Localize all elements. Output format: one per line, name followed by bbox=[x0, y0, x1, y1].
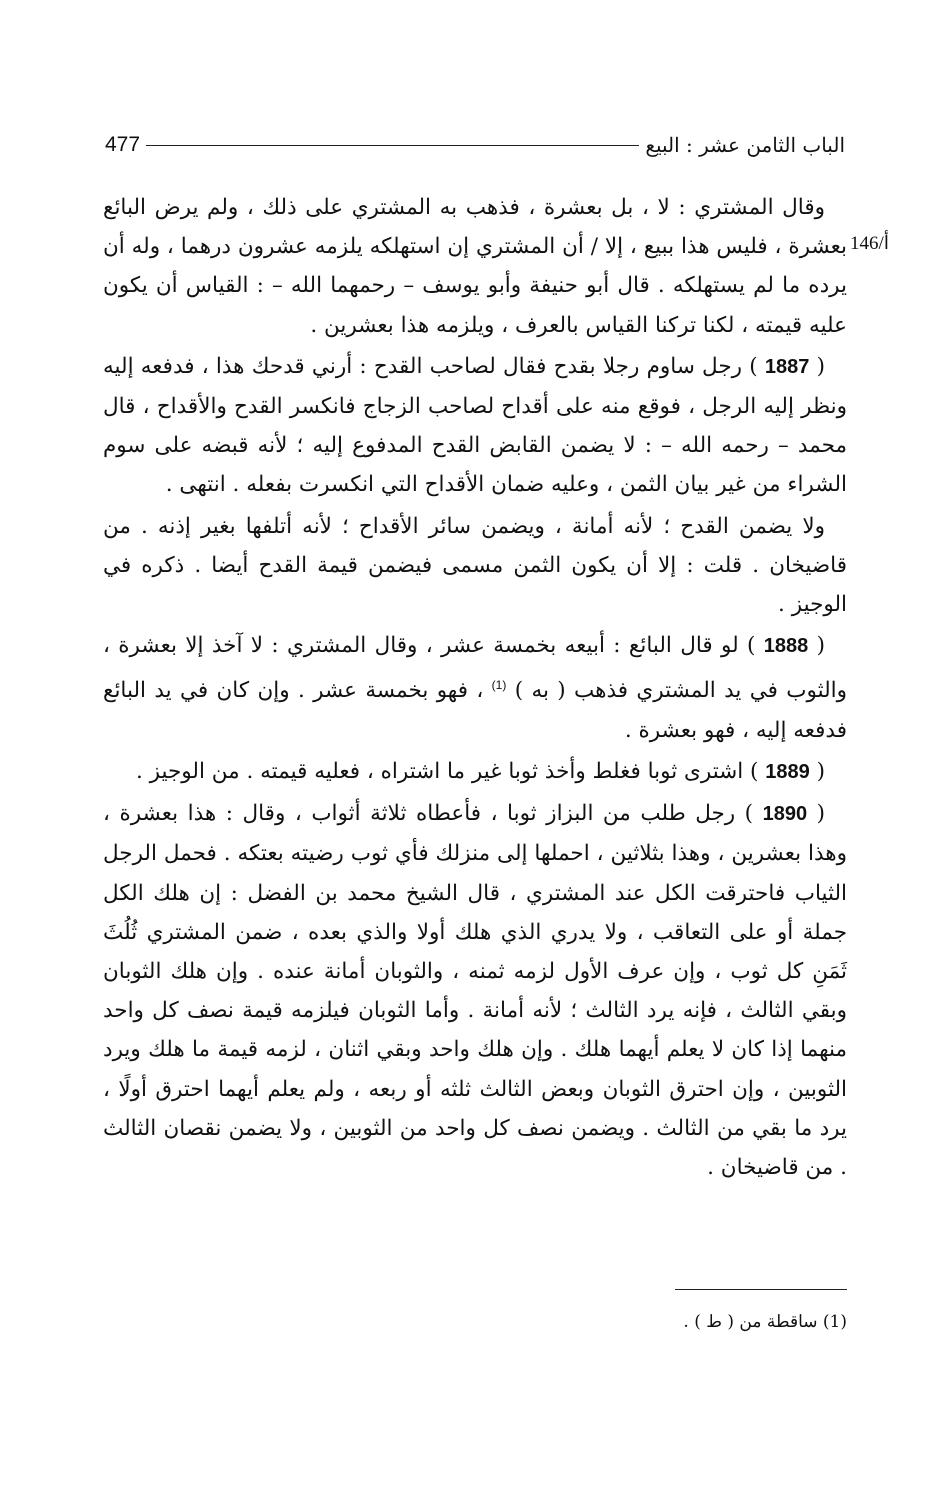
footnote-separator bbox=[675, 1289, 847, 1290]
paragraph-1888: ( 1888 ) لو قال البائع : أبيعه بخمسة عشر ، وقال المشتري : لا آخذ إلا بعشرة ، والثوب في يد المشتري فذهب ( به ) $^{(1)}$ ، فهو بخمسة عشر . وإن كان في يد البائع فدفعه إليه ، فهو بعشرة . bbox=[103, 633, 847, 743]
footnote-reference[interactable]: (1) bbox=[491, 678, 507, 693]
paragraph-text: لو قال البائع : أبيعه بخمسة عشر ، وقال المشتري : لا آخذ إلا بعشرة ، والثوب في يد المشتري فذهب ( به ) bbox=[103, 633, 847, 704]
main-text bbox=[103, 188, 847, 1189]
issue-number: 1887 bbox=[764, 355, 810, 378]
paragraph-text: ، فهو بخمسة عشر . وإن كان في يد البائع فدفعه إليه ، فهو بعشرة . bbox=[103, 678, 847, 743]
running-header bbox=[105, 128, 845, 162]
paragraph bbox=[103, 507, 847, 625]
header-rule bbox=[146, 145, 639, 146]
page-number: 477 bbox=[105, 133, 141, 156]
chapter-title: الباب الثامن عشر : البيع bbox=[645, 133, 845, 157]
footnote: (1) ساقطة من ( ط ) . bbox=[683, 1312, 847, 1332]
paragraph-1887: ( 1887 ) رجل ساوم رجلا بقدح فقال لصاحب القدح : أرني قدحك هذا ، فدفعه إليه ونظر إليه الرجل ، فوقع منه على أقداح لصاحب الزجاج فانكسر القدح والأقداح ، قال محمد – رحمه الله – : لا يضمن القابض القدح المدفوع إليه ؛ لأنه قبضه على سوم الشراء من غير بيان الثمن ، وعليه ضمان الأقداح التي انكسرت بفعله . انتهى . bbox=[103, 353, 847, 498]
paragraph-text: اشترى ثوبا فغلط وأخذ ثوبا غير ما اشتراه ، فعليه قيمته . من الوجيز . bbox=[136, 759, 744, 784]
paragraph bbox=[103, 188, 847, 345]
paragraph-text: وقال المشتري : لا ، بل بعشرة ، فذهب به المشتري على ذلك ، ولم يرض البائع بعشرة ، فليس هذا ببيع ، إلا / أن المشتري إن استهلكه يلزمه عشرون درهما ، وله أن يرده ما لم يستهلكه . قال أبو حنيفة وأبو يوسف – رحمهما الله – : القياس أن يكون عليه قيمته ، لكنا تركنا القياس بالعرف ، ويلزمه هذا بعشرين . bbox=[103, 195, 847, 338]
issue-number: 1888 bbox=[763, 635, 809, 658]
paragraph-1890: ( 1890 ) رجل طلب من البزاز ثوبا ، فأعطاه ثلاثة أثواب ، وقال : هذا بعشرة ، وهذا بعشرين ، وهذا بثلاثين ، احملها إلى منزلك فأي ثوب رضيته بعتكه . فحمل الرجل الثياب فاحترقت الكل عند المشتري ، قال الشيخ محمد بن الفضل : إن هلك الكل جملة أو على التعاقب ، ولا يدري الذي هلك أولا والذي بعده ، ضمن المشتري ثُلُثَ ثَمَنِ كل ثوب ، وإن عرف الأول لزمه ثمنه ، والثوبان أمانة عنده . وإن هلك الثوبان وبقي الثالث ، فإنه يرد الثالث ؛ لأنه أمانة . وأما الثوبان فيلزمه قيمة نصف كل واحد منهما إذا كان لا يعلم أيهما هلك . وإن هلك واحد وبقي اثنان ، لزمه قيمة ما هلك ويرد الثوبين ، وإن احترق الثوبان وبعض الثالث ثلثه أو ربعه ، ولم يعلم أيهما احترق أولًا ، يرد ما بقي من الثالث . ويضمن نصف كل واحد من الثوبين ، ولا يضمن نقصان الثالث . من قاضيخان . bbox=[103, 801, 847, 1181]
paragraph-text: ولا يضمن القدح ؛ لأنه أمانة ، ويضمن سائر الأقداح ؛ لأنه أتلفها بغير إذنه . من قاضيخان . قلت : إلا أن يكون الثمن مسمى فيضمن قيمة القدح أيضا . ذكره في الوجيز . bbox=[103, 513, 847, 618]
manuscript-folio-note: 146/أ bbox=[850, 233, 890, 254]
paragraph-text: رجل طلب من البزاز ثوبا ، فأعطاه ثلاثة أثواب ، وقال : هذا بعشرة ، وهذا بعشرين ، وهذا بثلاثين ، احملها إلى منزلك فأي ثوب رضيته بعتكه . فحمل الرجل الثياب فاحترقت الكل عند المشتري ، قال الشيخ محمد بن الفضل : إن هلك الكل جملة أو على التعاقب ، ولا يدري الذي هلك أولا والذي بعده ، ضمن المشتري ثُلُثَ ثَمَنِ كل ثوب ، وإن عرف الأول لزمه ثمنه ، والثوبان أمانة عنده . وإن هلك الثوبان وبقي الثالث ، فإنه يرد الثالث ؛ لأنه أمانة . وأما الثوبان فيلزمه قيمة نصف كل واحد منهما إذا كان لا يعلم أيهما هلك . وإن هلك واحد وبقي اثنان ، لزمه قيمة ما هلك ويرد الثوبين ، وإن احترق الثوبان وبعض الثالث ثلثه أو ربعه ، ولم يعلم أيهما احترق أولًا ، يرد ما بقي من الثالث . ويضمن نصف كل واحد من الثوبين ، ولا يضمن نقصان الثالث . من قاضيخان . bbox=[103, 801, 847, 1181]
issue-number: 1890 bbox=[762, 803, 808, 826]
paragraph-1889: ( 1889 ) اشترى ثوبا فغلط وأخذ ثوبا غير ما اشتراه ، فعليه قيمته . من الوجيز . bbox=[136, 759, 825, 784]
issue-number: 1889 bbox=[765, 761, 810, 783]
paragraph-text: رجل ساوم رجلا بقدح فقال لصاحب القدح : أرني قدحك هذا ، فدفعه إليه ونظر إليه الرجل ، فوقع منه على أقداح لصاحب الزجاج فانكسر القدح والأقداح ، قال محمد – رحمه الله – : لا يضمن القابض القدح المدفوع إليه ؛ لأنه قبضه على سوم الشراء من غير بيان الثمن ، وعليه ضمان الأقداح التي انكسرت بفعله . انتهى . bbox=[103, 353, 847, 498]
